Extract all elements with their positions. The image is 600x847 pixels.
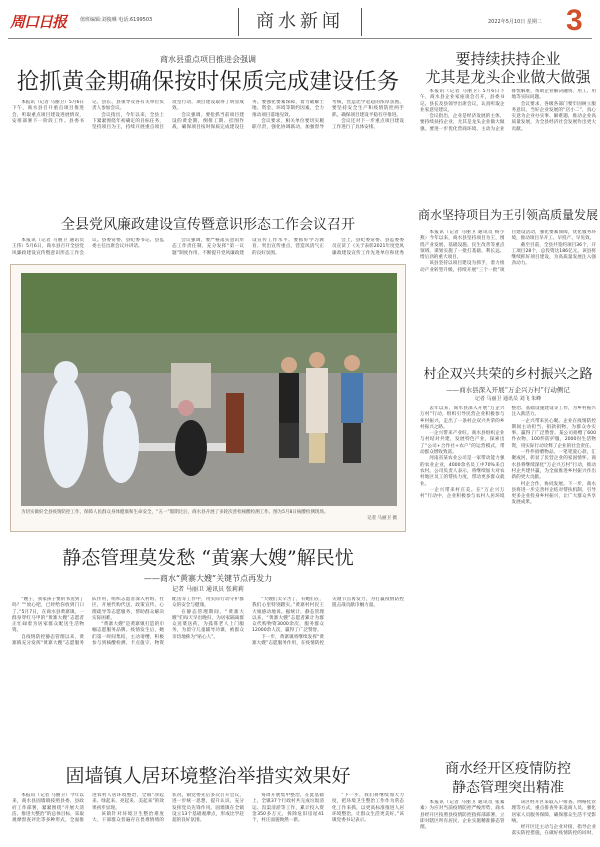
body-paragraph: 本报讯（记者 马丽卫）5月6日下午，商水县召开重点项目推进会，听取重点项目建设进展情况，安排部署下一阶段工作。县委书记、县长、县领导及各有关单位负责人参加会议。	[12, 100, 164, 124]
article-subtitle: ——商水“黄寨大嫂”关键节点再发力	[143, 574, 273, 583]
body-paragraph: 本报讯（记者 马丽卫 通讯员 王伟）5月6日，商水县召开全县党风廉政建设宣传暨意识形态工作会议。县委常委、县纪委书记、县监委主任出席会议并讲话。	[12, 238, 164, 256]
article-byline: 记者 马丽卫 通讯员 刘飞 朱峰	[474, 396, 542, 402]
section-title: 商水新闻	[238, 8, 362, 36]
article-headline: 商水经开区疫情防控	[445, 761, 571, 777]
body-paragraph: 会议指出，今年以来，全县上下紧紧围绕年初确定的目标任务，坚持项目为王，持续开展重点项目攻坚行动，项目建设取得了明显成效。	[92, 100, 244, 131]
body-paragraph: 每周开展集中整治，在此基础上，全镇37个行政村共完成垃圾清运、沟渠清淤等工作，累计投入资金350多万元，拆除危旧房屋41个，村庄面貌焕然一新。	[252, 793, 324, 824]
caption-text: 为切实做好全县疫情防控工作，保障人民群众身体健康和生命安全，“五一”假期过后，商水县开展了多轮次普检核酸检测工作。图为5月8日核酸检测现场。	[21, 510, 329, 515]
body-paragraph: 经开区还主动与企业对接，指导企业落实防控措施，在做好疫情防控的同时，	[511, 825, 596, 837]
article-headline: 抢抓黄金期确保按时保质完成建设任务	[16, 69, 400, 95]
article-byline: 记者 马丽卫 通讯员 张莉莉	[172, 586, 244, 593]
body-paragraph: 该区经开区采取入户排查、网格化管理等方式，重点排查外来返商人员，强化居家人员服务保障，确保群众生活不受影响。	[511, 800, 596, 824]
body-paragraph: 会议要求，各级各部门要牢固树立服务意识，当好企业发展的“店小二”，真心实意为企业办实事、解难题，推动企业高质量发展，为全县经济社会发展作出更大贡献。	[511, 101, 596, 132]
page-number: 3	[566, 4, 583, 37]
article-body	[420, 89, 596, 188]
article-headline: 固墙镇人居环境整治举措实效果好	[65, 765, 351, 787]
issue-date: 2022年5月10日 星期二	[488, 19, 542, 25]
article-kicker: 商水县重点项目推进会强调	[160, 55, 256, 64]
article-subtitle: ——商水县深入开展“万企兴万村”行动侧记	[446, 386, 570, 394]
body-paragraph: 本报讯（记者 马丽卫）今年以来，商水县固墙镇按照县委、县政府工作部署，紧紧围绕“开展大清洁、推进大整治”的总体目标，采取观摩督查评比等多种形式，全面推进农村人居环境整治，全镇“净起来、绿起来、亮起来、美起来”的效果初步显现。	[12, 793, 164, 824]
news-photo	[21, 273, 397, 506]
article-headline: 静态管理莫发愁 “黄寨大嫂”解民忧	[62, 547, 354, 569]
body-paragraph: 会议强调，要严格落实意识形态工作责任制，充分发挥“第一议题”制度作用，不断提升党风廉政建设宣传工作水平。要抓好学习教育、突出宣传重点，营造风清气正的良好氛围。	[172, 238, 324, 256]
body-paragraph: 会议强调，要抢抓当前项目建设的黄金期，倒排工期、挂图作战，确保项目按时保质完成建设任务。要强化要素保障，着力破解土地、资金、环境等制约因素，全力推动项目落地见效。	[172, 100, 324, 131]
body-paragraph: 该县坚持以项目建设为抓手，着力推动产业转型升级，持续开展“三个一批”项目建设活动，强化要素保障，优化服务环境，推动项目早开工、早投产、早见效。	[420, 230, 596, 273]
article-headline-line2: 尤其是龙头企业做大做强	[425, 68, 591, 86]
article-body	[420, 230, 596, 360]
article-headline-line2: 静态管理突出精准	[452, 780, 564, 796]
editor-info: 值班编辑:刘俊琳 电话:6199503	[80, 17, 153, 23]
photo-caption	[21, 510, 397, 522]
body-paragraph: 会议要求，相关单位要切实履职尽责，强化协调联动，加强督导考核，营造比学赶超的浓厚氛围。要坚持安全生产和疫情防控两手抓，确保项目建设平稳有序推进。	[252, 100, 404, 131]
article-body	[420, 406, 596, 756]
body-paragraph: 本报讯（记者 马丽卫）5月6日下午，商水县企业家座谈会召开，县委书记、县长及县领导出席会议，认真听取企业家意见建议。	[420, 89, 505, 113]
body-paragraph: 会议指出，企业是经济发展的主体，要持续扶持企业，尤其是龙头企业做大做强。要进一步优化营商环境，主动为企业排忧解难，帮助企业解决融资、用工、用地等实际问题。	[420, 89, 596, 132]
body-paragraph: “下一步，我们将继续加大力度，把环境卫生整治工作作为常态化工作来抓，以更高标准推进人居环境整治，让群众生活更美好。”该镇党委书记表示。	[332, 793, 404, 824]
body-paragraph: 一企兴带来村庄美。在“万企兴万村”行动中，企业积极参与农村人居环境整治、基础设施建设等工作，为乡村振兴注入新活力。	[420, 406, 596, 500]
article-body	[12, 597, 404, 746]
article-body	[12, 238, 404, 260]
news-photo-frame	[10, 264, 406, 532]
header-rule	[8, 38, 592, 39]
body-paragraph: 该镇针对环境卫生整治难度大、干部群众普遍存在畏难情绪的状况，镇党委先后多次召开会议，进一步统一思想，提升认识，充分发挥党员先锋作用。固墙镇在全镇设立13个基础观摩点，形成比学赶超的良好氛围。	[92, 793, 244, 824]
body-paragraph: 河南省某农业公司是一家带动能力强的农业企业，4000余名员工中70%来自农村。公司负责人表示，将继续加大对农村地区员工的帮扶力度，带动更多群众就业。	[420, 456, 505, 487]
body-paragraph: 在静态管理期间，“黄寨大嫂”们每天早出晚归，为居家隔离群众送菜送药，为孤寡老人上门服务，为留守儿童辅导功课，被群众亲切地称为“贴心人”。	[172, 609, 244, 640]
body-paragraph: 一件件捐赠物品，一笔笔爱心款，汇聚成河，彰显了民营企业的家国情怀。商水县将继续深化“万企兴万村”行动，推动村企共建共赢，为全面推进乡村振兴作出新的更大贡献。	[511, 450, 596, 481]
article-body	[12, 100, 404, 203]
body-paragraph: 会议还对下一步重点项目建设工作进行了具体安排。	[332, 118, 404, 131]
body-paragraph: 截至目前，全县共签约项目36个，开工项目28个，总投资达186亿元。该县将继续抓好项目建设，为高质量发展注入强劲动力。	[511, 242, 596, 267]
article-headline: 村企双兴共荣的乡村振兴之路	[423, 367, 593, 382]
body-paragraph: “嫂子，我家孩子要的书送到了吗？”“放心吧，已经给你放到门口了。”5月7日，在商水县黄寨镇，一群身穿红马甲的“黄寨大嫂”志愿者正忙碌着为居家群众配送生活物资。	[12, 597, 84, 634]
newspaper-logo: 周口日报	[10, 13, 67, 31]
body-paragraph: 自疫情防控静态管理以来，黄寨镇充分发挥“黄寨大嫂”志愿服务队作用，组织志愿者深入村组、社区，开展代购代送、政策宣传、心理疏导等志愿服务，帮助群众解决实际困难。	[12, 597, 164, 647]
body-paragraph: 一企兴带来产业旺。商水县组织企业与村结对共建，发展特色产业，探索出了“公司+合作社+农户”的运营模式，带动群众增收致富。	[420, 431, 505, 456]
article-body	[12, 793, 404, 843]
body-paragraph: “黄寨大嫂”是黄寨镇打造的巾帼志愿服务品牌。疫情发生后，她们第一时间集结，主动请缨，积极参与到核酸检测、卡点值守、物资配送等工作中，用实际行动守护群众的安全与健康。	[92, 597, 244, 647]
article-headline: 商水坚持项目为王引领高质量发展	[418, 208, 598, 222]
article-body	[420, 800, 596, 844]
body-paragraph: “大嫂们太辛苦了，有她们在，我们心里特别踏实。”黄寨村村民王大娘感动地说。据统计，静态管理以来，“黄寨大嫂”志愿者累计为群众代购物资3000余次，服务群众12000余人次，赢得了广泛赞誉。	[252, 597, 324, 634]
body-paragraph: 本报讯（记者 马丽卫 通讯员 张素素）为应对当前疫情防控严峻形势，商水县经开区按照县疫情防控指挥部部署，立即对辖区所有居民、企业实施精准静态管理。	[420, 800, 505, 831]
article-headline: 要持续扶持企业	[455, 50, 561, 68]
article-headline: 全县党风廉政建设宣传暨意识形态工作会议召开	[61, 217, 355, 233]
body-paragraph: 下一步，黄寨镇将继续发挥“黄寨大嫂”志愿服务作用，在疫情防控关键节点再发力，为打赢疫情防控阻击战贡献巾帼力量。	[252, 597, 404, 647]
body-paragraph: 本报讯（记者 马丽卫 通讯员 杨小燕）今年以来，商水县坚持项目为王，围绕产业发展、基础设施、民生改善等重点领域，谋划实施了一批打基础、利长远、增后劲的重大项目。	[420, 230, 505, 261]
body-paragraph: 一企兴带来民心聚。企业在疫情防控期间主动担当，捐款捐物，为群众办实事，赢得了广泛赞誉。某公司捐赠了600件衣物，100件防护服，2000份生活物资，用实际行动诠释了企业的社会责任。	[511, 418, 596, 449]
body-paragraph: 会上，县纪委常委、县监委委员宣读了《关于表彰2021年度党风廉政建设宣传工作先进单位和优秀	[332, 238, 404, 256]
body-paragraph: 村企合作，协同发展。下一步，商水县将进一步完善村企结对帮扶机制，引导更多企业投身乡村振兴，让广大群众共享发展成果。	[511, 481, 596, 506]
photo-credit: 记者 马丽卫 摄	[367, 516, 397, 521]
body-paragraph: 去年以来，商水县深入开展“万企兴万村”行动，组织引导民营企业积极参与乡村振兴，走出了一条村企双兴共荣的乡村振兴之路。	[420, 406, 505, 430]
